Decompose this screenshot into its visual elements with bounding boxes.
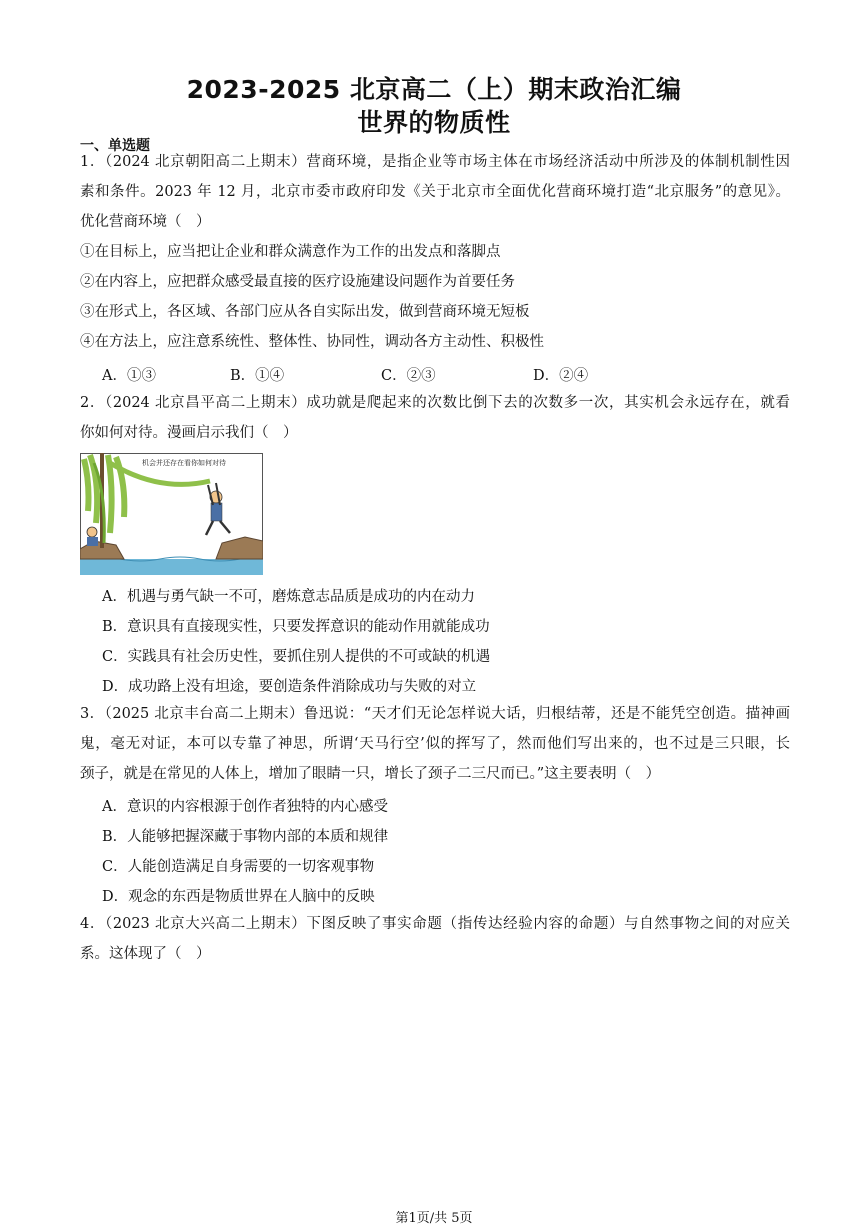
q4-stem-line1: 4．（2023 北京大兴高二上期末）下图反映了事实命题（指传达经验内容的命题）与自然事物之间的对应关 bbox=[80, 916, 790, 932]
q3-stem-line3: 颈子，就是在常见的人体上，增加了眼睛一只，增长了颈子二三尺而已。”这主要表明（ ） bbox=[80, 766, 661, 782]
q3-option-a: A．意识的内容根源于创作者独特的内心感受 bbox=[102, 799, 388, 815]
q2-stem-line2: 你如何对待。漫画启示我们（ ） bbox=[80, 425, 298, 441]
q1-stem-line3: 优化营商环境（ ） bbox=[80, 214, 211, 230]
q3-stem-line2: 鬼，毫无对证，本可以专靠了神思，所谓‘天马行空’似的挥写了，然而他们写出来的，也不过是三只眼，长 bbox=[80, 736, 790, 752]
cartoon-image bbox=[80, 453, 263, 575]
q2-option-b: B．意识具有直接现实性，只要发挥意识的能动作用就能成功 bbox=[102, 619, 490, 635]
q1-option-d: D．②④ bbox=[533, 368, 589, 384]
q1-option-b: B．①④ bbox=[230, 368, 285, 384]
q4-stem-line2: 系。这体现了（ ） bbox=[80, 946, 211, 962]
q1-option-c: C．②③ bbox=[381, 368, 436, 384]
q3-option-c: C．人能创造满足自身需要的一切客观事物 bbox=[102, 859, 375, 875]
document-title: 2023-2025 北京高二（上）期末政治汇编 bbox=[186, 75, 682, 104]
q1-stem-line1: 1．（2024 北京朝阳高二上期末）营商环境，是指企业等市场主体在市场经济活动中所涉及的体制机制性因 bbox=[80, 154, 790, 170]
q1-item-3: ③在形式上，各区域、各部门应从各自实际出发，做到营商环境无短板 bbox=[80, 304, 530, 320]
q1-stem-line2: 素和条件。2023 年 12 月，北京市委市政府印发《关于北京市全面优化营商环境打造“北京服务”的意见》。 bbox=[80, 184, 790, 200]
q3-option-b: B．人能够把握深藏于事物内部的本质和规律 bbox=[102, 829, 389, 845]
q3-stem-line1: 3．（2025 北京丰台高二上期末）鲁迅说：“天才们无论怎样说大话，归根结蒂，还是不能凭空创造。描神画 bbox=[80, 706, 790, 722]
q2-option-a: A．机遇与勇气缺一不可，磨炼意志品质是成功的内在动力 bbox=[102, 589, 475, 605]
q2-option-d: D．成功路上没有坦途，要创造条件消除成功与失败的对立 bbox=[102, 679, 477, 695]
document-subtitle: 世界的物质性 bbox=[357, 108, 511, 137]
q1-option-a: A．①③ bbox=[102, 368, 156, 384]
q1-item-4: ④在方法上，应注意系统性、整体性、协同性，调动各方主动性、积极性 bbox=[80, 334, 544, 350]
page-footer: 第1页/共 5页 bbox=[395, 1211, 473, 1226]
q1-item-2: ②在内容上，应把群众感受最直接的医疗设施建设问题作为首要任务 bbox=[80, 274, 515, 290]
q1-item-1: ①在目标上，应当把让企业和群众满意作为工作的出发点和落脚点 bbox=[80, 244, 501, 260]
cartoon-caption: 机会并还存在看你如何对待 bbox=[142, 459, 226, 467]
q3-option-d: D．观念的东西是物质世界在人脑中的反映 bbox=[102, 889, 375, 905]
q2-option-c: C．实践具有社会历史性，要抓住别人提供的不可或缺的机遇 bbox=[102, 649, 491, 665]
q2-stem-line1: 2．（2024 北京昌平高二上期末）成功就是爬起来的次数比倒下去的次数多一次，其实机会永远存在，就看 bbox=[80, 395, 790, 411]
section-heading: 一、单选题 bbox=[80, 138, 150, 154]
